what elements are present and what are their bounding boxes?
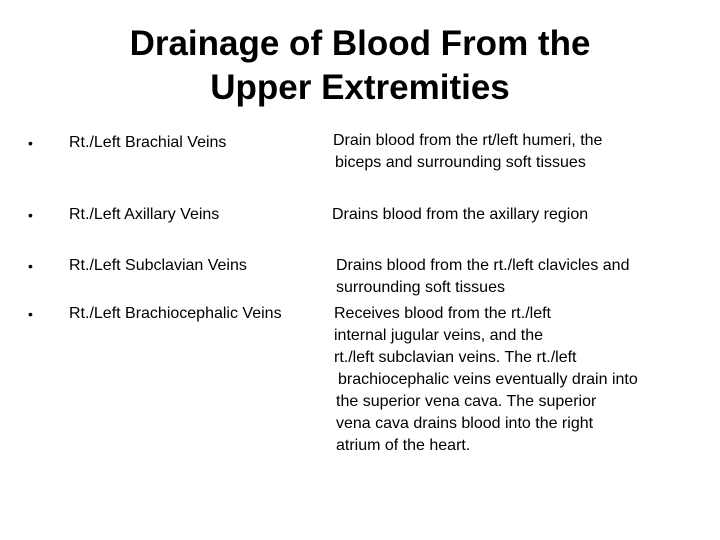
desc-line: surrounding soft tissues [336, 279, 505, 296]
desc-line: Receives blood from the rt./left [334, 305, 551, 322]
desc-subclavian-veins [336, 255, 629, 299]
desc-brachiocephalic-veins [334, 303, 638, 457]
desc-brachial-veins [333, 130, 602, 174]
term-axillary-veins: Rt./Left Axillary Veins [69, 206, 220, 223]
desc-line: Drain blood from the rt/left humeri, the [333, 132, 603, 149]
desc-line: internal jugular veins, and the [334, 327, 544, 344]
desc-line: biceps and surrounding soft tissues [335, 154, 586, 171]
desc-axillary-veins [332, 204, 588, 226]
title-line-2: Upper Extremities [210, 68, 510, 107]
term-brachial-veins: Rt./Left Brachial Veins [69, 134, 227, 151]
bullet-icon: • [28, 306, 33, 322]
bullet-icon: • [28, 207, 33, 223]
slide-title [70, 22, 650, 110]
desc-line: atrium of the heart. [336, 437, 471, 454]
bullet-icon: • [28, 258, 33, 274]
term-brachiocephalic-veins: Rt./Left Brachiocephalic Veins [69, 305, 282, 322]
desc-line: Drains blood from the axillary region [332, 206, 589, 223]
term-subclavian-veins: Rt./Left Subclavian Veins [69, 257, 247, 274]
desc-line: rt./left subclavian veins. The rt./left [334, 349, 577, 366]
desc-line: vena cava drains blood into the right [336, 415, 594, 432]
desc-line: the superior vena cava. The superior [336, 393, 597, 410]
desc-line: Drains blood from the rt./left clavicles and [336, 257, 630, 274]
title-line-1: Drainage of Blood From the [129, 24, 591, 63]
bullet-icon: • [28, 135, 33, 151]
desc-line: brachiocephalic veins eventually drain into [338, 371, 638, 388]
